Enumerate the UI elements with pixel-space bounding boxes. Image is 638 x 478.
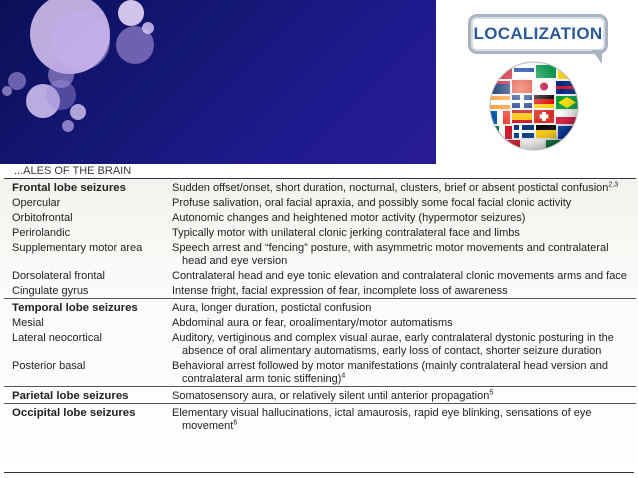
region-name: Mesial — [12, 317, 44, 329]
region-name: Posterior basal — [12, 360, 86, 372]
region-name: Parietal lobe seizures — [4, 387, 164, 404]
region-name: Opercular — [12, 197, 61, 209]
cropped-table-heading: ...ALES OF THE BRAIN — [0, 164, 450, 178]
region-description: Intense fright, facial expression of fear, incomplete loss of awareness — [172, 285, 508, 297]
table-row — [4, 299, 636, 316]
decorative-bubble — [118, 0, 144, 26]
region-description: Abdominal aura or fear, oroalimentary/motor automatisms — [172, 317, 453, 329]
table-row — [4, 330, 636, 358]
flag-globe-icon — [488, 60, 580, 152]
region-name: Temporal lobe seizures — [4, 299, 164, 316]
region-description: Somatosensory aura, or relatively silent until anterior propagation$^5$ — [164, 387, 636, 404]
table-row — [4, 240, 636, 268]
region-description: Speech arrest and “fencing” posture, with asymmetric motor movements and contralateral head and eye version — [172, 242, 609, 267]
region-name: Frontal lobe seizures — [4, 179, 164, 196]
region-name: Occipital lobe seizures — [4, 404, 164, 434]
region-name: Supplementary motor area — [12, 242, 143, 254]
speech-bubble-tail — [592, 50, 602, 64]
table-row — [4, 283, 636, 299]
table-row — [4, 195, 636, 210]
region-description: Auditory, vertiginous and complex visual aurae, early contralateral dystonic posturing in the absence of oral alimentary automatisms, early loss of contact, shorter seizure duration — [172, 332, 614, 357]
region-description: Typically motor with unilateral clonic jerking contralateral face and limbs — [172, 227, 520, 239]
region-name: Dorsolateral frontal — [12, 270, 105, 282]
table-row — [4, 315, 636, 330]
table-row — [4, 210, 636, 225]
decorative-bubble — [70, 104, 86, 120]
region-name: Perirolandic — [12, 227, 71, 239]
table-bottom-rule — [4, 472, 634, 473]
region-name: Orbitofrontal — [12, 212, 73, 224]
region-description: Sudden offset/onset, short duration, nocturnal, clusters, brief or absent postictal confusion$^{2,3}$ — [164, 179, 636, 196]
decorative-bubble — [62, 120, 74, 132]
decorative-bubble — [142, 22, 154, 34]
region-name: Cingulate gyrus — [12, 285, 89, 297]
region-description: Aura, longer duration, postictal confusion — [164, 299, 636, 316]
region-name: Lateral neocortical — [12, 332, 102, 344]
table-row — [4, 268, 636, 283]
table-row — [4, 387, 636, 404]
decorative-bubble — [2, 86, 12, 96]
table-row — [4, 358, 636, 387]
region-description: Profuse salivation, oral facial apraxia, and possibly some focal facial clonic activity — [172, 197, 572, 209]
title-banner — [0, 0, 436, 176]
region-description: Autonomic changes and heightened motor activity (hypermotor seizures) — [172, 212, 526, 224]
table-row — [4, 404, 636, 434]
region-description: Contralateral head and eye tonic elevation and contralateral clonic movements arms and face — [172, 270, 627, 282]
localization-badge — [468, 14, 608, 54]
badge-label: LOCALIZATION — [473, 24, 603, 43]
region-description: Elementary visual hallucinations, ictal amaurosis, rapid eye blinking, sensations of eye movement$^6$ — [164, 404, 636, 434]
table-row — [4, 225, 636, 240]
region-description: Behavioral arrest followed by motor manifestations (mainly contralateral head version and contralateral arm tonic stiffening)$^4$ — [172, 360, 608, 385]
seizure-localization-table — [0, 178, 638, 478]
table-row — [4, 179, 636, 196]
